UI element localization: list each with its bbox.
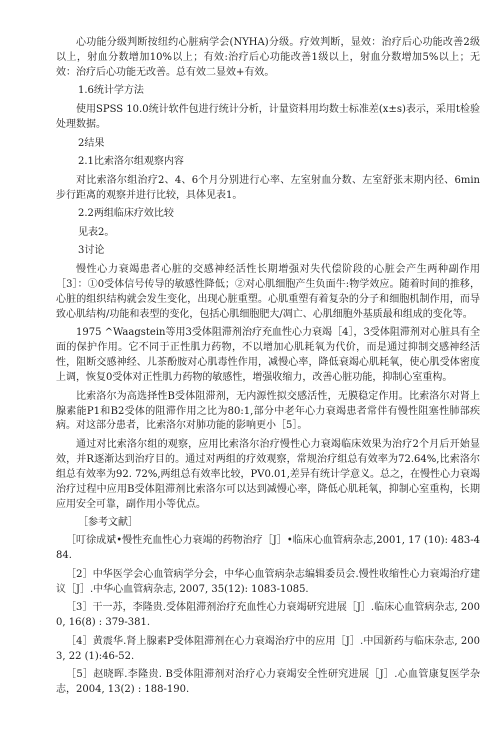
section-heading-results: 2结果: [78, 137, 105, 149]
section-heading-bisoprolol-observation: 2.1比索洛尔组观察内容: [78, 156, 184, 168]
paragraph-discussion-2: 1975 ^Waagstein等用3受体阻滞剂治疗充血性心力衰竭［4］，3受体阻滞剂对心脏具有全面的保护作用。它不同于正性肌力药物，不以增加心肌耗氧为代价，而是通过抑制交感神经活性，阻断交感神经、儿茶酚胺对心肌毒性作用，减慢心率，降低衰竭心肌耗氧，使心肌受体密度上调，恢复0受体对正性肌力药物的敏感性，增强收缩力，改善心脏功能，抑制心室重构。: [56, 327, 480, 383]
paragraph-discussion-3: 比索洛尔为高选择性B受体阻滞剂，无内源性拟交感活性，无膜稳定作用。比索洛尔对肾上腺素能P1和B2受体的阻滞作用之比为80:1,部分中老年心力衰竭患者常伴有慢性阻塞性肺部疾病。对这部分患者，比索洛尔对肺功能的影响更小［5］。: [56, 390, 480, 432]
references-heading: ［参考文献］: [78, 517, 138, 529]
section-heading-efficacy-comparison: 2.2两组临床疗效比较: [78, 208, 174, 220]
reference-item: ［4］黄震华.肾上腺素P受体阻滞剂在心力衰竭治疗中的应用［J］.中国新药与临床杂志, 2003, 22 (1):46-52.: [56, 635, 480, 662]
paragraph-observation: 对比索洛尔组治疗2、4、6个月分别进行心率、左室射血分数、左室舒张末期内径、6min步行距离的观察并进行比较，具体见表1。: [56, 174, 480, 201]
paragraph-statistics: 使用SPSS 10.0统计软件包进行统计分析，计量资料用均数士标准差(x±s)表示，采用t检验处理数据。: [56, 104, 480, 130]
section-heading-discussion: 3讨论: [78, 245, 105, 257]
reference-item: ［2］中华医学会心血管病学分会，中华心血管病杂志编辑委员会.慢性收缩性心力衰竭治疗建议［J］.中华心血管病杂志, 2007, 35(12): 1083-1085.: [56, 568, 480, 595]
section-heading-statistics: 1.6统计学方法: [78, 85, 144, 97]
paragraph-discussion-4: 通过对比索洛尔组的观察，应用比索洛尔治疗慢性心力衰竭临床效果为治疗2个月后开始显效，并R逐渐达到治疗目的。通过对两组的疗效观察，常规治疗组总有效率为72.64%,比索洛尔组总有效率为92. 72%,两组总有效率比较，PV0.01,差异有统计学意义。总之，在慢性心力衰竭治疗过程中应用B受体阻滞剂比索洛尔可以达到减慢心率，降低心肌耗氧，抑制心室重构，长期应用安全可靠，副作用小等优点。: [56, 439, 480, 510]
reference-item: ［3］干一苏，李隆贵.受体阻滞剂治疗充血性心力衰竭研究进展［J］.临床心血管病杂志, 2000, 16(8) : 379-381.: [56, 602, 480, 629]
reference-item: ［叮徐成斌•慢性充血性心力衰竭的药物治疗［J］•临床心血管病杂志,2001, 17 (10): 483-484.: [56, 535, 480, 562]
paragraph-see-table: 见表2。: [78, 226, 115, 238]
paragraph-discussion-1: 慢性心力衰竭患者心脏的交感神经活性长期增强对失代偿阶段的心脏会产生两种副作用［3］：①0受体信号传导的敏感性降低；②对心肌细胞产生负面牛:物学效应。随着时间的推移，心脏的组织结构就会发生变化，出现心脏重塑。心肌重塑有着复杂的分子和细胞机制作用，而导致心肌结构/功能和表型的变化，包括心肌细胞肥大/凋亡、心肌细胞外基质最和组成的变化等。: [56, 263, 480, 320]
reference-item: ［5］赵晓晖.李隆贵. B受体阻滞剂对治疗心力衰竭安全性研究进展［J］.心血管康复医学杂志，2004, 13(2) : 188-190.: [56, 669, 480, 696]
paragraph-efficacy-criteria: 心功能分级判断按纽约心脏病学会(NYHA)分级。疗效判断，显效：治疗后心功能改善2级以上，射血分数增加10%以上；有效:治疗后心功能改善1级以上，射血分数增加5%以上；无效：治疗后心功能无改善。总有效二显效+有效。: [56, 37, 480, 78]
